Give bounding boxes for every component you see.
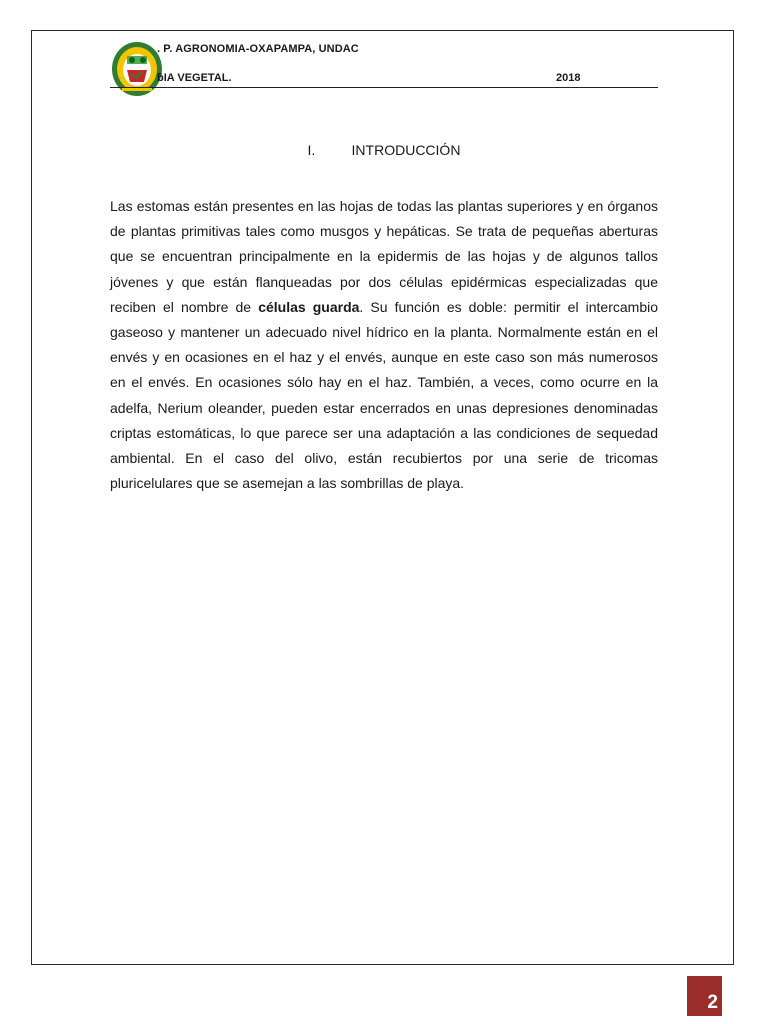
section-heading (110, 142, 658, 158)
header-course: ƃIA VEGETAL. (157, 72, 232, 84)
page-number-badge (687, 976, 722, 1016)
university-seal-icon (110, 40, 164, 97)
introduction-paragraph (110, 194, 658, 496)
section-number: I. (307, 142, 316, 158)
header-divider (110, 87, 658, 88)
page-frame (31, 30, 734, 965)
section-title: INTRODUCCIÓN (351, 142, 461, 158)
page-number: 2 (707, 992, 718, 1013)
paragraph-text-start: Las estomas están presentes en las hojas de todas las plantas superiores y en órganos de plantas primitivas tales como musgos y hepáticas. Se trata de pequeñas aberturas que se encuentran principalmente en la epidermis de las hojas y de algunos tallos jóvenes y que están flanqueadas por dos células epidérmicas especializadas que reciben el nombre de (110, 198, 658, 315)
header-year: 2018 (556, 72, 581, 84)
bold-term: células guarda (258, 298, 360, 315)
paragraph-text-end: . Su función es doble: permitir el intercambio gaseoso y mantener un adecuado nivel hídrico en la planta. Normalmente están en el envés y en ocasiones en el haz y el envés, aunque en este caso son más numerosos en el envés. En ocasiones sólo hay en el haz. También, a veces, como ocurre en la adelfa, Nerium oleander, pueden estar encerrados en unas depresiones denominadas criptas estomáticas, lo que parece ser una adaptación a las condiciones de sequedad ambiental. En el caso del olivo, están recubiertos por una serie de tricomas pluricelulares que se asemejan a las sombrillas de playa. (110, 298, 658, 492)
header-institution: . P. AGRONOMIA-OXAPAMPA, UNDAC (157, 43, 359, 55)
